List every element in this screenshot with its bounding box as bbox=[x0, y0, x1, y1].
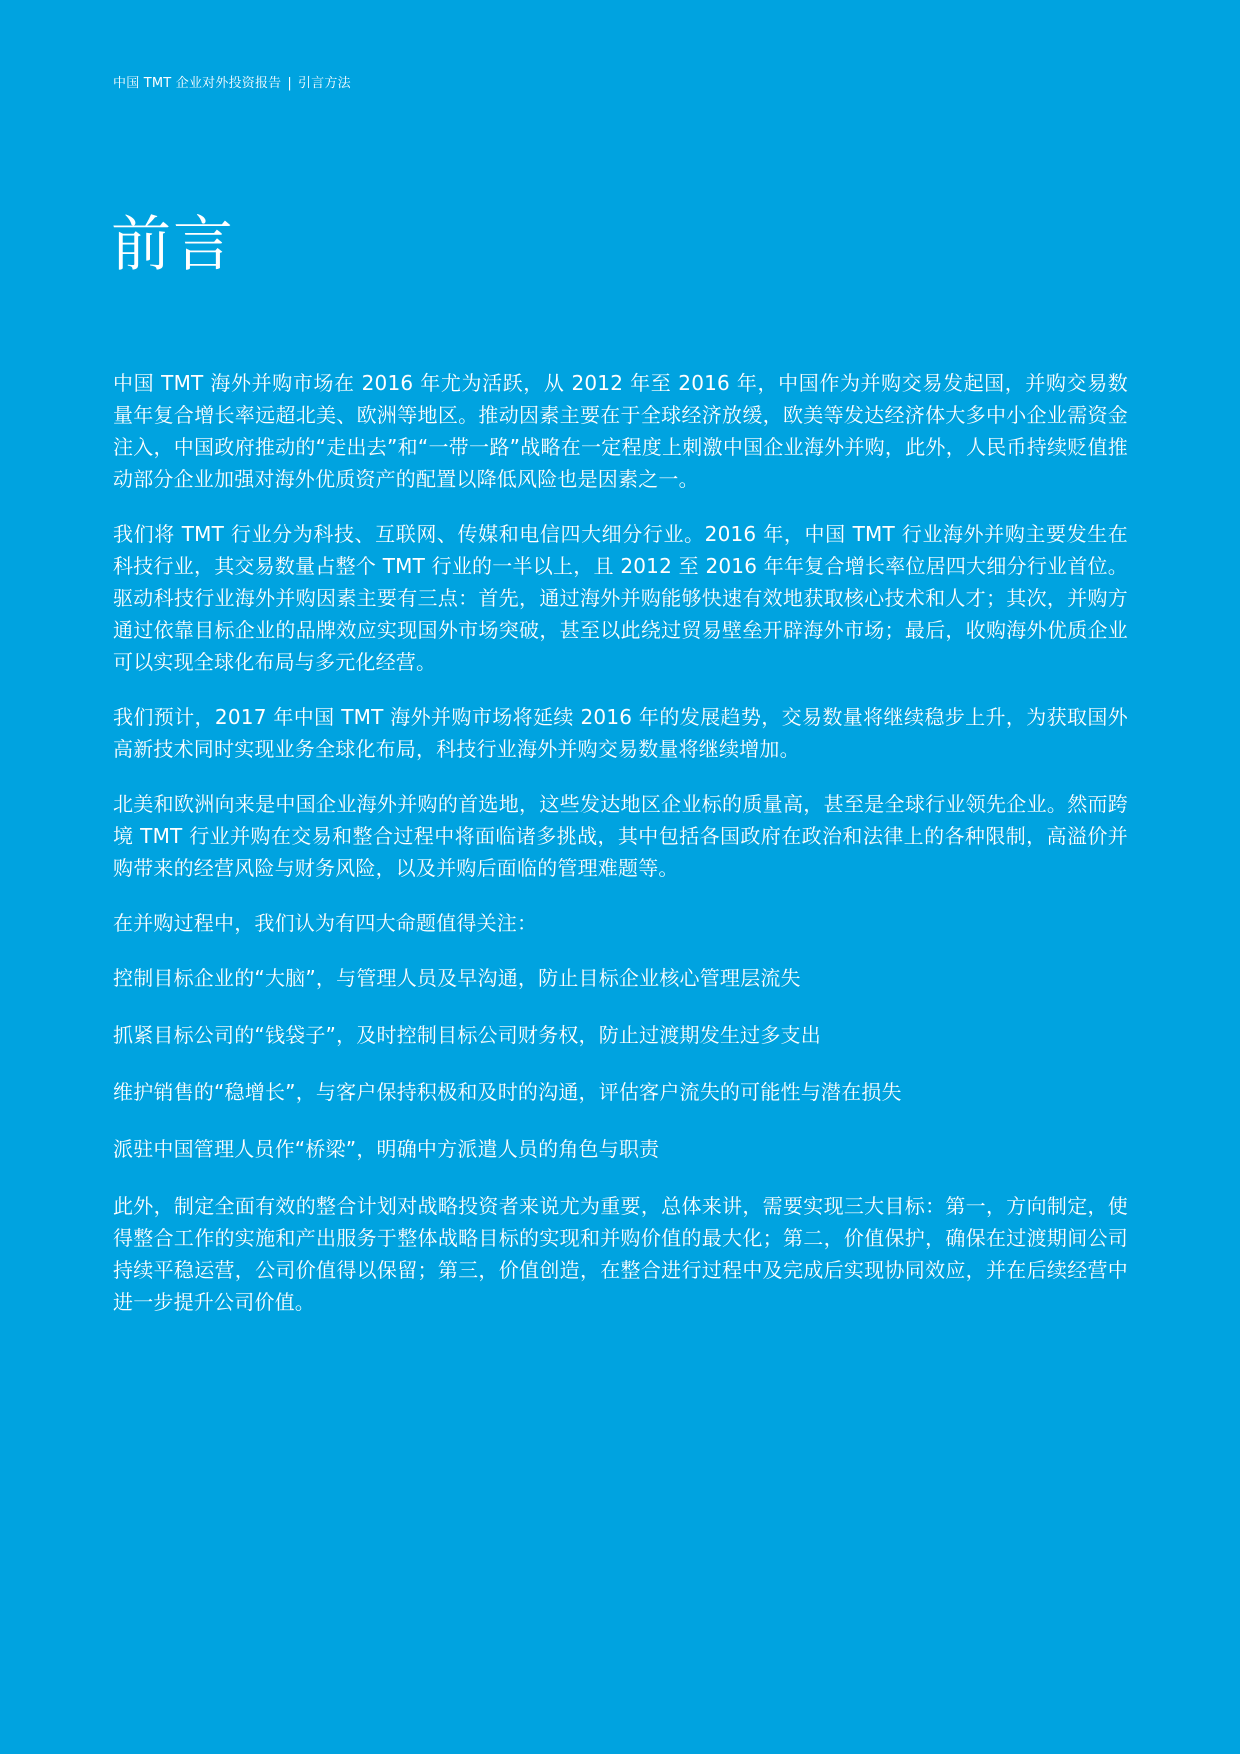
focus-item: 维护销售的“稳增长”，与客户保持积极和及时的沟通，评估客户流失的可能性与潜在损失 bbox=[113, 1080, 902, 1104]
paragraph: 我们将 TMT 行业分为科技、互联网、传媒和电信四大细分行业。2016 年，中国 TMT 行业海外并购主要发生在科技行业，其交易数量占整个 TMT 行业的一半以上，且 2012 至 2016 年年复合增长率位居四大细分行业首位。驱动科技行业海外并购因素主要有三点：首先，通过海外并购能够快速有效地获取核心技术和人才；其次，并购方通过依靠目标企业的品牌效应实现国外市场突破，甚至以此绕过贸易壁垒开辟海外市场；最后，收购海外优质企业可以实现全球化布局与多元化经营。 bbox=[113, 522, 1128, 674]
paragraph: 中国 TMT 海外并购市场在 2016 年尤为活跃，从 2012 年至 2016 年，中国作为并购交易发起国，并购交易数量年复合增长率远超北美、欧洲等地区。推动因素主要在于全球经济放缓，欧美等发达经济体大多中小企业需资金注入，中国政府推动的“走出去”和“一带一路”战略在一定程度上刺激中国企业海外并购，此外，人民币持续贬值推动部分企业加强对海外优质资产的配置以降低风险也是因素之一。 bbox=[113, 371, 1128, 491]
header-separator: | bbox=[287, 76, 292, 91]
body-content bbox=[113, 367, 1128, 1341]
focus-item: 派驻中国管理人员作“桥梁”，明确中方派遣人员的角色与职责 bbox=[113, 1137, 660, 1161]
focus-item: 抓紧目标公司的“钱袋子”，及时控制目标公司财务权，防止过渡期发生过多支出 bbox=[113, 1023, 821, 1047]
paragraph: 在并购过程中，我们认为有四大命题值得关注： bbox=[113, 911, 538, 935]
running-header bbox=[113, 72, 351, 91]
header-section: 引言方法 bbox=[297, 76, 351, 91]
focus-item: 控制目标企业的“大脑”，与管理人员及早沟通，防止目标企业核心管理层流失 bbox=[113, 966, 801, 990]
header-report-title: 中国 TMT 企业对外投资报告 bbox=[113, 76, 282, 91]
page-title: 前言 bbox=[111, 210, 235, 280]
focus-list bbox=[113, 962, 1128, 1165]
paragraph: 我们预计，2017 年中国 TMT 海外并购市场将延续 2016 年的发展趋势，交易数量将继续稳步上升，为获取国外高新技术同时实现业务全球化布局，科技行业海外并购交易数量将继续增加。 bbox=[113, 705, 1128, 761]
paragraph: 北美和欧洲向来是中国企业海外并购的首选地，这些发达地区企业标的质量高，甚至是全球行业领先企业。然而跨境 TMT 行业并购在交易和整合过程中将面临诸多挑战，其中包括各国政府在政治和法律上的各种限制，高溢价并购带来的经营风险与财务风险，以及并购后面临的管理难题等。 bbox=[113, 792, 1128, 880]
closing-paragraph: 此外，制定全面有效的整合计划对战略投资者来说尤为重要，总体来讲，需要实现三大目标：第一，方向制定，使得整合工作的实施和产出服务于整体战略目标的实现和并购价值的最大化；第二，价值保护，确保在过渡期间公司持续平稳运营，公司价值得以保留；第三，价值创造，在整合进行过程中及完成后实现协同效应，并在后续经营中进一步提升公司价值。 bbox=[113, 1194, 1128, 1314]
